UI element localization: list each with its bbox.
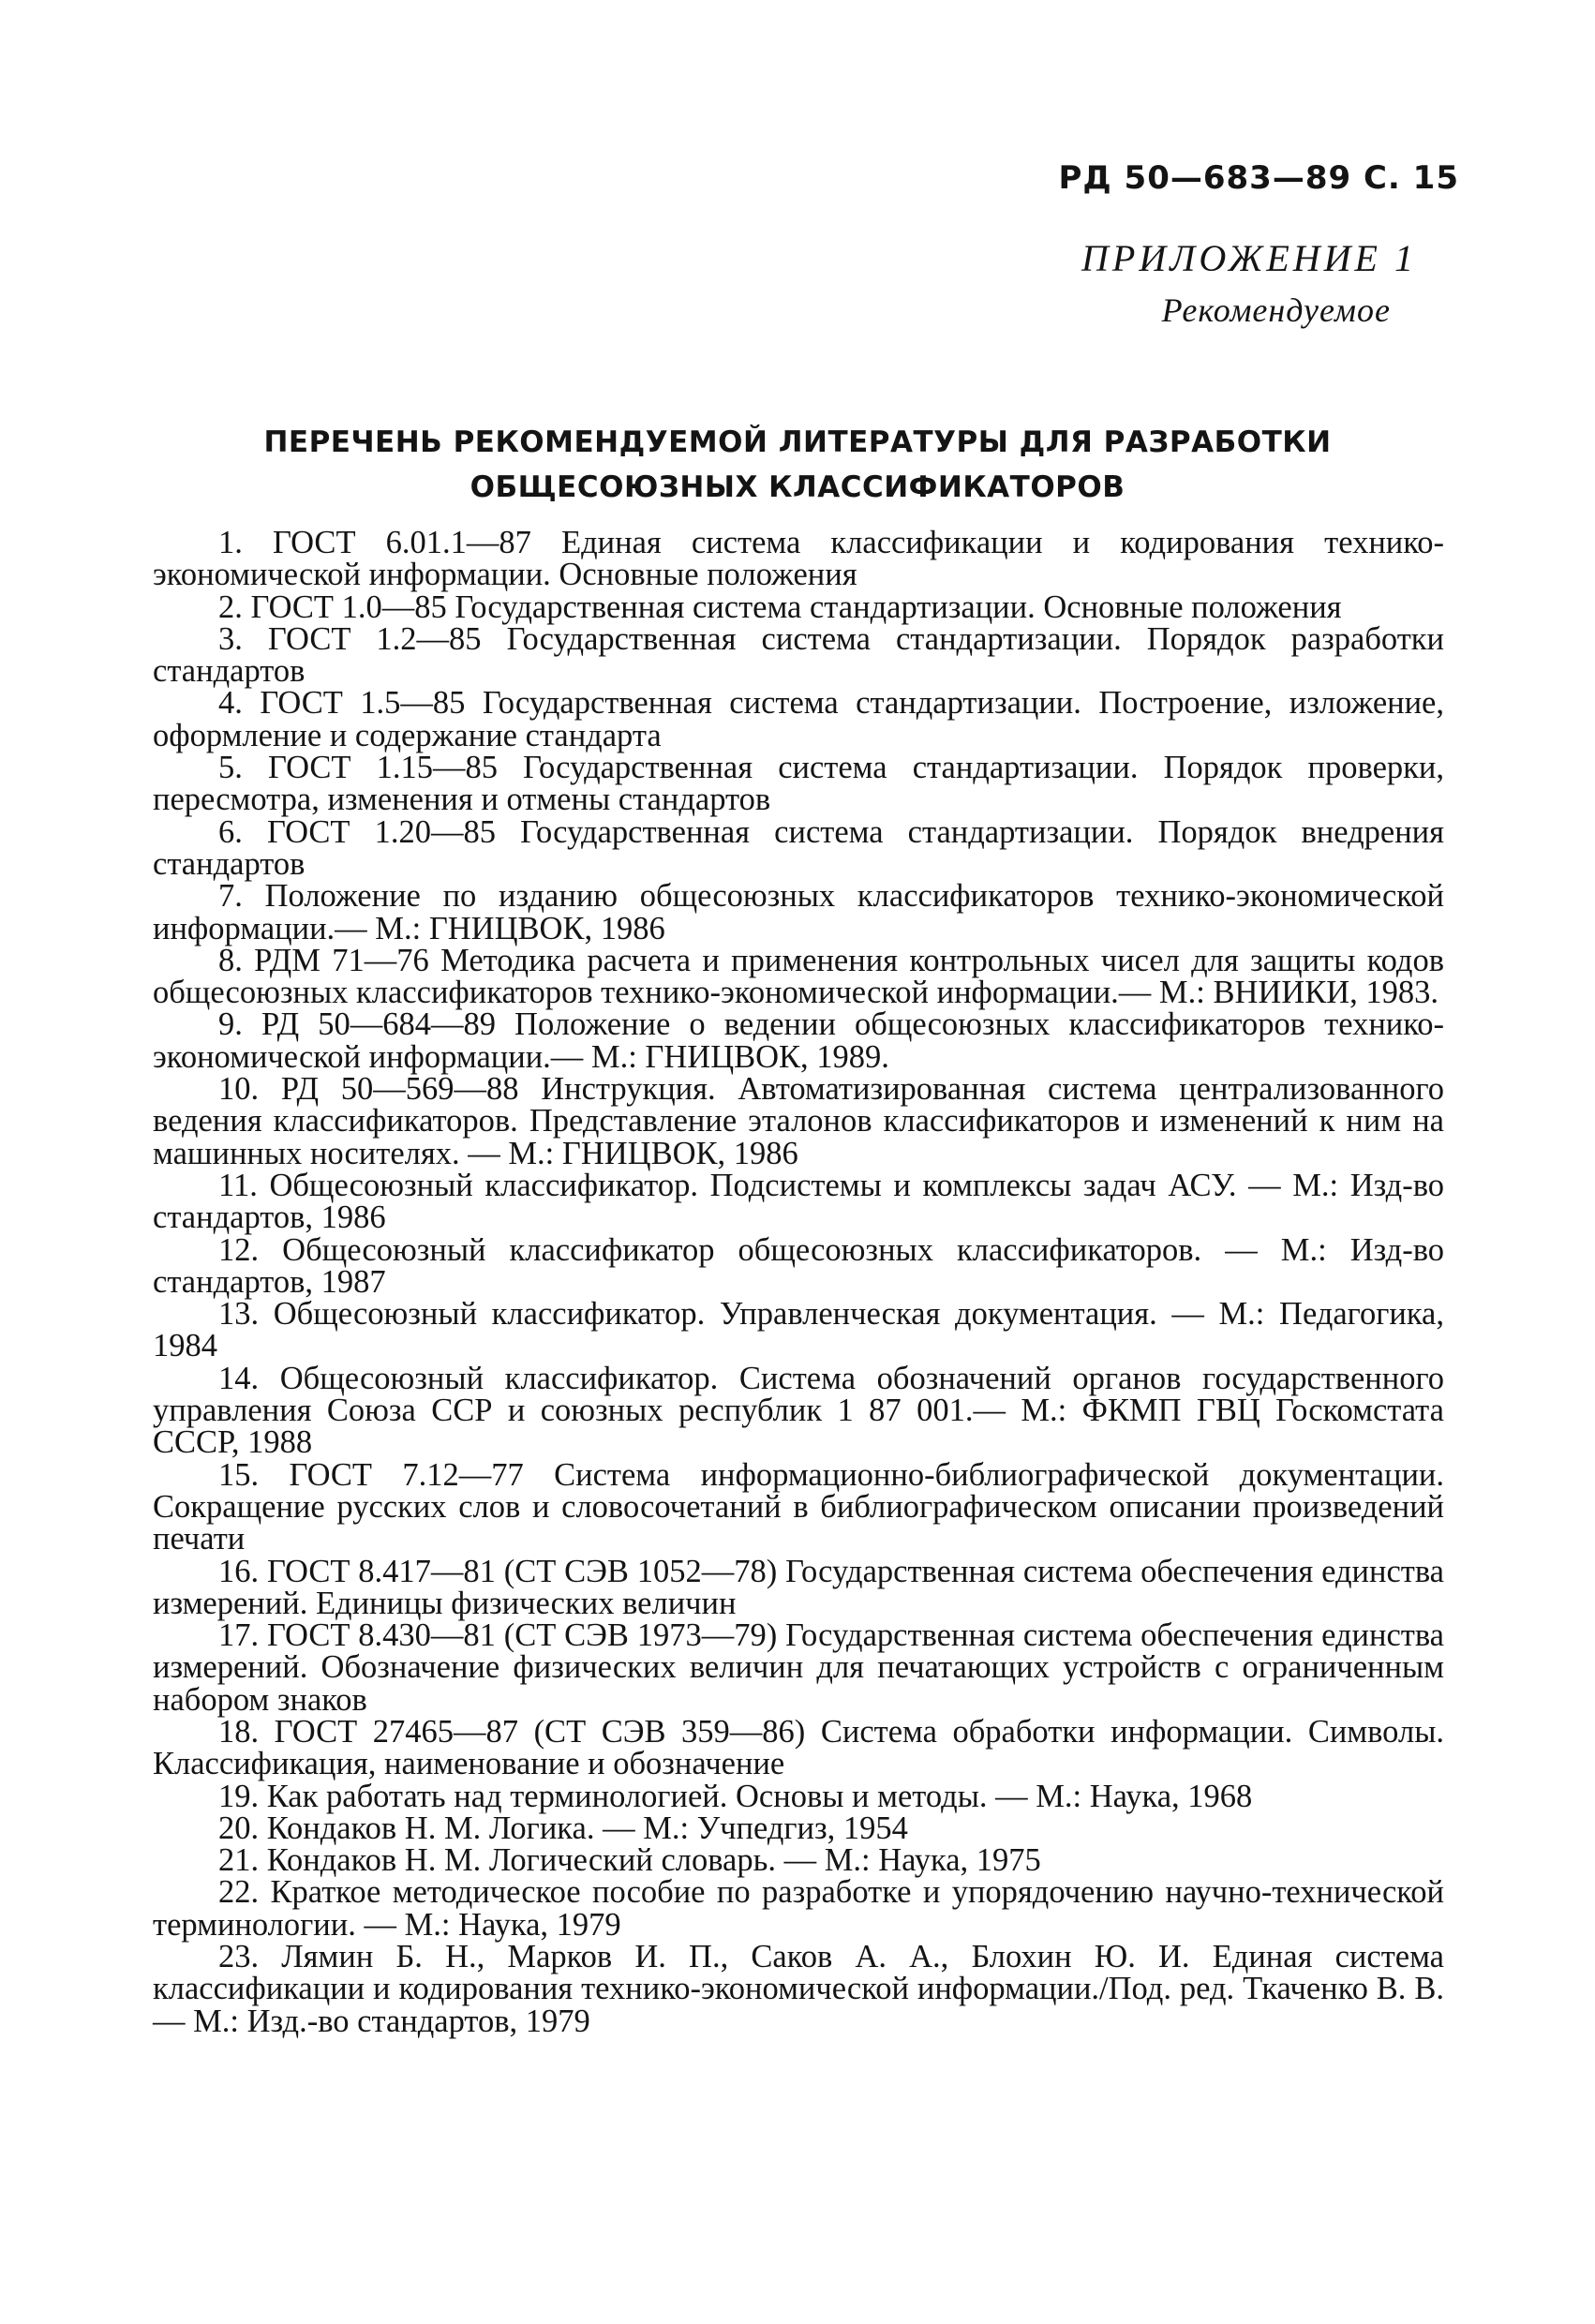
reference-item-19: 19. Как работать над терминологией. Основы и методы. — М.: Наука, 1968: [218, 1778, 1253, 1814]
reference-item-9: 9. РД 50—684—89 Положение о ведении общесоюзных классификаторов технико-экономической информации.— М.: ГНИЦВОК, 1989.: [153, 1006, 1444, 1075]
reference-item-1: 1. ГОСТ 6.01.1—87 Единая система классификации и кодирования технико-экономической информации. Основные положения: [153, 525, 1444, 593]
reference-item-15: 15. ГОСТ 7.12—77 Система информационно-библиографической документации. Сокращение русских слов и словосочетаний в библиографическом описании произведений печати: [153, 1456, 1444, 1557]
reference-item-22: 22. Краткое методическое пособие по разработке и упорядочению научно-технической терминологии. — М.: Наука, 1979: [153, 1874, 1444, 1943]
document-title: [187, 420, 1408, 510]
appendix-status: Рекомендуемое: [1161, 291, 1391, 329]
reference-item-21: 21. Кондаков Н. М. Логический словарь. — М.: Наука, 1975: [218, 1842, 1041, 1879]
appendix-label: ПРИЛОЖЕНИЕ 1: [1081, 237, 1417, 279]
reference-item-14: 14. Общесоюзный классификатор. Система обозначений органов государственного управления Союза ССР и союзных республик 1 87 001.— М.: ФКМП ГВЦ Госкомстата СССР, 1988: [153, 1360, 1444, 1461]
reference-item-20: 20. Кондаков Н. М. Логика. — М.: Учпедгиз, 1954: [218, 1810, 908, 1846]
reference-item-7: 7. Положение по изданию общесоюзных классификаторов технико-экономической информации.— М.: ГНИЦВОК, 1986: [153, 878, 1444, 946]
document-title-line-1: ПЕРЕЧЕНЬ РЕКОМЕНДУЕМОЙ ЛИТЕРАТУРЫ ДЛЯ РАЗРАБОТКИ: [263, 425, 1332, 459]
reference-item-18: 18. ГОСТ 27465—87 (СТ СЭВ 359—86) Система обработки информации. Символы. Классификация, наименование и обозначение: [153, 1713, 1444, 1782]
reference-item-5: 5. ГОСТ 1.15—85 Государственная система стандартизации. Порядок проверки, пересмотра, изменения и отмены стандартов: [153, 750, 1444, 818]
reference-item-4: 4. ГОСТ 1.5—85 Государственная система стандартизации. Построение, изложение, оформление и содержание стандарта: [153, 685, 1444, 753]
reference-item-2: 2. ГОСТ 1.0—85 Государственная система стандартизации. Основные положения: [218, 588, 1342, 625]
running-head: РД 50—683—89 С. 15: [1058, 159, 1459, 197]
reference-item-23: 23. Лямин Б. Н., Марков И. П., Саков А. А., Блохин Ю. И. Единая система классификации и кодирования технико-экономической информации./Под. ред. Ткаченко В. В. — М.: Изд.-во стандартов, 1979: [153, 1939, 1444, 2039]
reference-item-16: 16. ГОСТ 8.417—81 (СТ СЭВ 1052—78) Государственная система обеспечения единства измерений. Единицы физических величин: [153, 1553, 1444, 1621]
reference-item-8: 8. РДМ 71—76 Методика расчета и применения контрольных чисел для защиты кодов общесоюзных классификаторов технико-экономической информации.— М.: ВНИИКИ, 1983.: [153, 942, 1444, 1011]
reference-item-12: 12. Общесоюзный классификатор общесоюзных классификаторов. — М.: Изд-во стандартов, 1987: [153, 1231, 1444, 1300]
reference-item-3: 3. ГОСТ 1.2—85 Государственная система стандартизации. Порядок разработки стандартов: [153, 620, 1444, 690]
reference-item-13: 13. Общесоюзный классификатор. Управленческая документация. — М.: Педагогика, 1984: [153, 1296, 1444, 1364]
reference-item-17: 17. ГОСТ 8.430—81 (СТ СЭВ 1973—79) Государственная система обеспечения единства измерений. Обозначение физических величин для печатающих устройств с ограниченным набором знаков: [153, 1617, 1444, 1718]
reference-item-6: 6. ГОСТ 1.20—85 Государственная система стандартизации. Порядок внедрения стандартов: [153, 813, 1444, 882]
reference-item-10: 10. РД 50—569—88 Инструкция. Автоматизированная система централизованного ведения классификаторов. Представление эталонов классификаторов и изменений к ним на машинных носителях. — М.: ГНИЦВОК, 1986: [153, 1071, 1444, 1171]
document-title-line-2: ОБЩЕСОЮЗНЫХ КЛАССИФИКАТОРОВ: [470, 470, 1125, 504]
reference-item-11: 11. Общесоюзный классификатор. Подсистемы и комплексы задач АСУ. — М.: Изд-во стандартов, 1986: [153, 1167, 1444, 1236]
reference-list: [153, 527, 1444, 2037]
